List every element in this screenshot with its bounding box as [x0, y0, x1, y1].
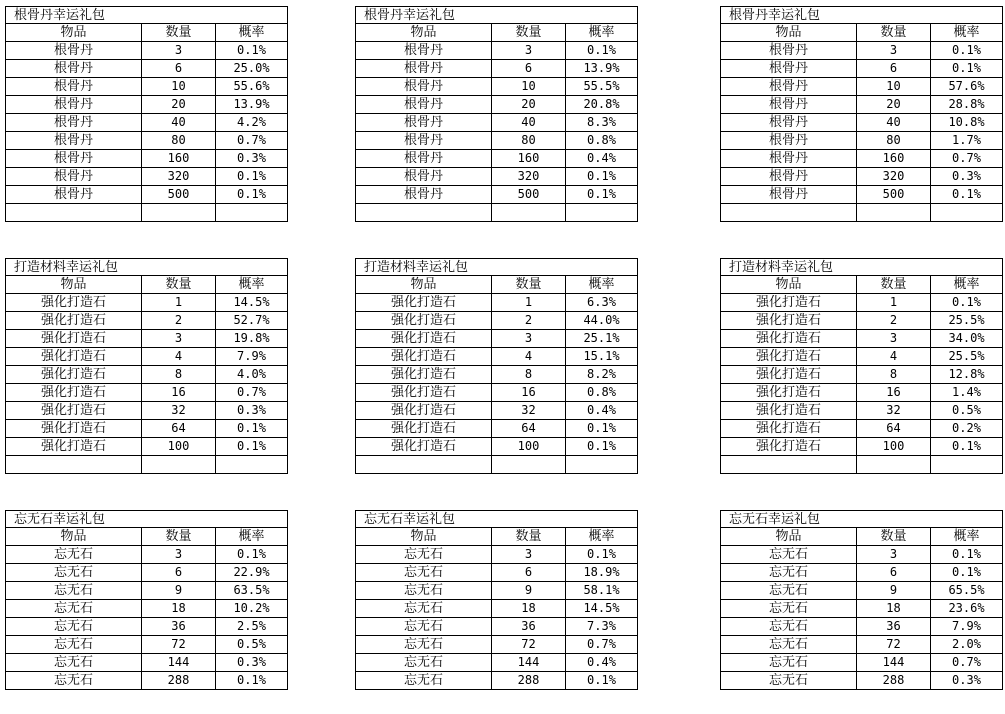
item-name-cell[interactable]: 强化打造石 — [720, 402, 857, 420]
probability-cell[interactable]: 0.7% — [566, 636, 638, 654]
item-name-cell[interactable]: 强化打造石 — [355, 312, 492, 330]
probability-cell[interactable]: 25.5% — [931, 312, 1003, 330]
probability-cell[interactable]: 63.5% — [216, 582, 288, 600]
probability-cell[interactable]: 28.8% — [931, 96, 1003, 114]
probability-cell[interactable]: 0.1% — [931, 60, 1003, 78]
probability-cell[interactable]: 0.3% — [216, 654, 288, 672]
quantity-cell[interactable]: 9 — [142, 582, 216, 600]
item-name-cell[interactable]: 根骨丹 — [355, 186, 492, 204]
empty-cell[interactable] — [142, 456, 216, 474]
quantity-cell[interactable]: 20 — [492, 96, 566, 114]
item-name-cell[interactable]: 忘无石 — [5, 600, 142, 618]
header-qty[interactable]: 数量 — [857, 528, 931, 546]
item-name-cell[interactable]: 忘无石 — [5, 582, 142, 600]
quantity-cell[interactable]: 1 — [142, 294, 216, 312]
empty-cell[interactable] — [857, 204, 931, 222]
item-name-cell[interactable]: 忘无石 — [355, 654, 492, 672]
item-name-cell[interactable]: 根骨丹 — [5, 114, 142, 132]
quantity-cell[interactable]: 18 — [857, 600, 931, 618]
header-rate[interactable]: 概率 — [216, 24, 288, 42]
empty-cell[interactable] — [931, 6, 1003, 24]
header-rate[interactable]: 概率 — [931, 528, 1003, 546]
item-name-cell[interactable]: 忘无石 — [355, 636, 492, 654]
probability-cell[interactable]: 65.5% — [931, 582, 1003, 600]
table-title[interactable]: 忘无石幸运礼包 — [5, 510, 216, 528]
quantity-cell[interactable]: 2 — [492, 312, 566, 330]
probability-cell[interactable]: 13.9% — [566, 60, 638, 78]
quantity-cell[interactable]: 16 — [492, 384, 566, 402]
header-item[interactable]: 物品 — [5, 276, 142, 294]
empty-cell[interactable] — [720, 456, 857, 474]
item-name-cell[interactable]: 忘无石 — [5, 654, 142, 672]
probability-cell[interactable]: 6.3% — [566, 294, 638, 312]
item-name-cell[interactable]: 强化打造石 — [720, 420, 857, 438]
item-name-cell[interactable]: 根骨丹 — [720, 132, 857, 150]
empty-cell[interactable] — [492, 456, 566, 474]
quantity-cell[interactable]: 10 — [857, 78, 931, 96]
empty-cell[interactable] — [355, 204, 492, 222]
header-rate[interactable]: 概率 — [931, 276, 1003, 294]
probability-cell[interactable]: 0.7% — [216, 132, 288, 150]
item-name-cell[interactable]: 强化打造石 — [355, 438, 492, 456]
probability-cell[interactable]: 0.1% — [216, 186, 288, 204]
quantity-cell[interactable]: 20 — [857, 96, 931, 114]
probability-cell[interactable]: 57.6% — [931, 78, 1003, 96]
item-name-cell[interactable]: 根骨丹 — [720, 114, 857, 132]
empty-cell[interactable] — [931, 258, 1003, 276]
quantity-cell[interactable]: 320 — [857, 168, 931, 186]
header-item[interactable]: 物品 — [5, 528, 142, 546]
item-name-cell[interactable]: 强化打造石 — [5, 438, 142, 456]
quantity-cell[interactable]: 320 — [492, 168, 566, 186]
probability-cell[interactable]: 0.1% — [931, 186, 1003, 204]
probability-cell[interactable]: 14.5% — [566, 600, 638, 618]
quantity-cell[interactable]: 80 — [492, 132, 566, 150]
item-name-cell[interactable]: 忘无石 — [355, 600, 492, 618]
item-name-cell[interactable]: 根骨丹 — [355, 96, 492, 114]
item-name-cell[interactable]: 强化打造石 — [720, 366, 857, 384]
header-rate[interactable]: 概率 — [216, 276, 288, 294]
header-qty[interactable]: 数量 — [492, 528, 566, 546]
quantity-cell[interactable]: 3 — [857, 42, 931, 60]
quantity-cell[interactable]: 6 — [492, 60, 566, 78]
probability-cell[interactable]: 15.1% — [566, 348, 638, 366]
probability-cell[interactable]: 0.1% — [931, 564, 1003, 582]
header-qty[interactable]: 数量 — [857, 24, 931, 42]
quantity-cell[interactable]: 2 — [142, 312, 216, 330]
quantity-cell[interactable]: 288 — [142, 672, 216, 690]
probability-cell[interactable]: 0.1% — [566, 168, 638, 186]
probability-cell[interactable]: 1.7% — [931, 132, 1003, 150]
probability-cell[interactable]: 10.8% — [931, 114, 1003, 132]
item-name-cell[interactable]: 忘无石 — [720, 672, 857, 690]
item-name-cell[interactable]: 忘无石 — [720, 618, 857, 636]
probability-cell[interactable]: 0.1% — [931, 438, 1003, 456]
header-qty[interactable]: 数量 — [492, 276, 566, 294]
item-name-cell[interactable]: 忘无石 — [5, 546, 142, 564]
empty-cell[interactable] — [857, 456, 931, 474]
quantity-cell[interactable]: 160 — [492, 150, 566, 168]
header-item[interactable]: 物品 — [720, 24, 857, 42]
header-item[interactable]: 物品 — [5, 24, 142, 42]
quantity-cell[interactable]: 1 — [492, 294, 566, 312]
item-name-cell[interactable]: 根骨丹 — [355, 42, 492, 60]
probability-cell[interactable]: 20.8% — [566, 96, 638, 114]
quantity-cell[interactable]: 3 — [492, 42, 566, 60]
item-name-cell[interactable]: 忘无石 — [5, 564, 142, 582]
item-name-cell[interactable]: 根骨丹 — [720, 168, 857, 186]
item-name-cell[interactable]: 忘无石 — [5, 672, 142, 690]
empty-cell[interactable] — [216, 258, 288, 276]
item-name-cell[interactable]: 根骨丹 — [5, 186, 142, 204]
quantity-cell[interactable]: 160 — [142, 150, 216, 168]
item-name-cell[interactable]: 忘无石 — [720, 564, 857, 582]
item-name-cell[interactable]: 强化打造石 — [720, 312, 857, 330]
quantity-cell[interactable]: 9 — [857, 582, 931, 600]
empty-cell[interactable] — [355, 456, 492, 474]
header-rate[interactable]: 概率 — [566, 528, 638, 546]
table-title[interactable]: 忘无石幸运礼包 — [355, 510, 566, 528]
quantity-cell[interactable]: 320 — [142, 168, 216, 186]
probability-cell[interactable]: 0.3% — [931, 672, 1003, 690]
table-title[interactable]: 忘无石幸运礼包 — [720, 510, 931, 528]
quantity-cell[interactable]: 4 — [142, 348, 216, 366]
quantity-cell[interactable]: 100 — [857, 438, 931, 456]
header-qty[interactable]: 数量 — [492, 24, 566, 42]
header-item[interactable]: 物品 — [720, 528, 857, 546]
item-name-cell[interactable]: 忘无石 — [720, 546, 857, 564]
probability-cell[interactable]: 0.1% — [566, 42, 638, 60]
probability-cell[interactable]: 0.7% — [931, 150, 1003, 168]
item-name-cell[interactable]: 根骨丹 — [5, 132, 142, 150]
table-title[interactable]: 根骨丹幸运礼包 — [355, 6, 566, 24]
item-name-cell[interactable]: 根骨丹 — [355, 60, 492, 78]
empty-cell[interactable] — [142, 204, 216, 222]
empty-cell[interactable] — [216, 204, 288, 222]
item-name-cell[interactable]: 强化打造石 — [355, 330, 492, 348]
probability-cell[interactable]: 44.0% — [566, 312, 638, 330]
quantity-cell[interactable]: 6 — [857, 60, 931, 78]
quantity-cell[interactable]: 8 — [142, 366, 216, 384]
header-item[interactable]: 物品 — [355, 528, 492, 546]
item-name-cell[interactable]: 忘无石 — [720, 654, 857, 672]
item-name-cell[interactable]: 强化打造石 — [5, 330, 142, 348]
quantity-cell[interactable]: 36 — [857, 618, 931, 636]
item-name-cell[interactable]: 根骨丹 — [355, 78, 492, 96]
quantity-cell[interactable]: 3 — [142, 546, 216, 564]
item-name-cell[interactable]: 根骨丹 — [355, 132, 492, 150]
empty-cell[interactable] — [566, 258, 638, 276]
item-name-cell[interactable]: 强化打造石 — [355, 384, 492, 402]
quantity-cell[interactable]: 10 — [492, 78, 566, 96]
probability-cell[interactable]: 0.8% — [566, 132, 638, 150]
item-name-cell[interactable]: 根骨丹 — [5, 78, 142, 96]
quantity-cell[interactable]: 40 — [492, 114, 566, 132]
header-qty[interactable]: 数量 — [857, 276, 931, 294]
probability-cell[interactable]: 7.9% — [216, 348, 288, 366]
header-item[interactable]: 物品 — [355, 276, 492, 294]
quantity-cell[interactable]: 10 — [142, 78, 216, 96]
header-rate[interactable]: 概率 — [931, 24, 1003, 42]
quantity-cell[interactable]: 4 — [492, 348, 566, 366]
item-name-cell[interactable]: 强化打造石 — [720, 348, 857, 366]
item-name-cell[interactable]: 强化打造石 — [720, 330, 857, 348]
probability-cell[interactable]: 0.8% — [566, 384, 638, 402]
item-name-cell[interactable]: 根骨丹 — [5, 168, 142, 186]
probability-cell[interactable]: 0.1% — [566, 438, 638, 456]
probability-cell[interactable]: 25.0% — [216, 60, 288, 78]
probability-cell[interactable]: 7.9% — [931, 618, 1003, 636]
probability-cell[interactable]: 23.6% — [931, 600, 1003, 618]
item-name-cell[interactable]: 根骨丹 — [720, 96, 857, 114]
item-name-cell[interactable]: 根骨丹 — [720, 150, 857, 168]
item-name-cell[interactable]: 根骨丹 — [355, 168, 492, 186]
quantity-cell[interactable]: 500 — [142, 186, 216, 204]
empty-cell[interactable] — [931, 204, 1003, 222]
quantity-cell[interactable]: 6 — [492, 564, 566, 582]
header-item[interactable]: 物品 — [355, 24, 492, 42]
item-name-cell[interactable]: 强化打造石 — [5, 312, 142, 330]
item-name-cell[interactable]: 忘无石 — [720, 636, 857, 654]
quantity-cell[interactable]: 72 — [492, 636, 566, 654]
probability-cell[interactable]: 0.1% — [566, 420, 638, 438]
quantity-cell[interactable]: 16 — [142, 384, 216, 402]
quantity-cell[interactable]: 3 — [142, 330, 216, 348]
quantity-cell[interactable]: 8 — [857, 366, 931, 384]
empty-cell[interactable] — [566, 456, 638, 474]
probability-cell[interactable]: 12.8% — [931, 366, 1003, 384]
quantity-cell[interactable]: 500 — [492, 186, 566, 204]
quantity-cell[interactable]: 40 — [142, 114, 216, 132]
quantity-cell[interactable]: 64 — [492, 420, 566, 438]
item-name-cell[interactable]: 根骨丹 — [355, 114, 492, 132]
table-title[interactable]: 打造材料幸运礼包 — [720, 258, 931, 276]
quantity-cell[interactable]: 6 — [142, 60, 216, 78]
quantity-cell[interactable]: 32 — [492, 402, 566, 420]
table-title[interactable]: 打造材料幸运礼包 — [355, 258, 566, 276]
header-rate[interactable]: 概率 — [216, 528, 288, 546]
empty-cell[interactable] — [931, 510, 1003, 528]
probability-cell[interactable]: 0.1% — [931, 546, 1003, 564]
probability-cell[interactable]: 0.7% — [216, 384, 288, 402]
item-name-cell[interactable]: 忘无石 — [355, 564, 492, 582]
item-name-cell[interactable]: 强化打造石 — [355, 294, 492, 312]
probability-cell[interactable]: 0.1% — [931, 42, 1003, 60]
probability-cell[interactable]: 0.3% — [216, 402, 288, 420]
item-name-cell[interactable]: 根骨丹 — [355, 150, 492, 168]
quantity-cell[interactable]: 144 — [492, 654, 566, 672]
probability-cell[interactable]: 2.0% — [931, 636, 1003, 654]
quantity-cell[interactable]: 288 — [857, 672, 931, 690]
item-name-cell[interactable]: 强化打造石 — [720, 294, 857, 312]
item-name-cell[interactable]: 强化打造石 — [720, 384, 857, 402]
item-name-cell[interactable]: 忘无石 — [720, 582, 857, 600]
item-name-cell[interactable]: 根骨丹 — [720, 78, 857, 96]
probability-cell[interactable]: 19.8% — [216, 330, 288, 348]
probability-cell[interactable]: 34.0% — [931, 330, 1003, 348]
header-rate[interactable]: 概率 — [566, 276, 638, 294]
quantity-cell[interactable]: 40 — [857, 114, 931, 132]
probability-cell[interactable]: 0.1% — [216, 672, 288, 690]
empty-cell[interactable] — [216, 456, 288, 474]
probability-cell[interactable]: 13.9% — [216, 96, 288, 114]
item-name-cell[interactable]: 强化打造石 — [5, 348, 142, 366]
probability-cell[interactable]: 0.1% — [216, 438, 288, 456]
probability-cell[interactable]: 0.1% — [216, 42, 288, 60]
quantity-cell[interactable]: 100 — [492, 438, 566, 456]
empty-cell[interactable] — [566, 6, 638, 24]
item-name-cell[interactable]: 忘无石 — [5, 636, 142, 654]
header-qty[interactable]: 数量 — [142, 528, 216, 546]
quantity-cell[interactable]: 18 — [492, 600, 566, 618]
quantity-cell[interactable]: 64 — [142, 420, 216, 438]
quantity-cell[interactable]: 288 — [492, 672, 566, 690]
empty-cell[interactable] — [720, 204, 857, 222]
header-rate[interactable]: 概率 — [566, 24, 638, 42]
probability-cell[interactable]: 0.1% — [566, 672, 638, 690]
empty-cell[interactable] — [5, 456, 142, 474]
probability-cell[interactable]: 0.1% — [566, 186, 638, 204]
probability-cell[interactable]: 0.2% — [931, 420, 1003, 438]
probability-cell[interactable]: 0.1% — [216, 420, 288, 438]
quantity-cell[interactable]: 36 — [492, 618, 566, 636]
probability-cell[interactable]: 0.4% — [566, 402, 638, 420]
empty-cell[interactable] — [492, 204, 566, 222]
item-name-cell[interactable]: 强化打造石 — [355, 420, 492, 438]
probability-cell[interactable]: 0.5% — [216, 636, 288, 654]
quantity-cell[interactable]: 32 — [142, 402, 216, 420]
probability-cell[interactable]: 7.3% — [566, 618, 638, 636]
item-name-cell[interactable]: 根骨丹 — [5, 42, 142, 60]
table-title[interactable]: 根骨丹幸运礼包 — [5, 6, 216, 24]
empty-cell[interactable] — [931, 456, 1003, 474]
quantity-cell[interactable]: 500 — [857, 186, 931, 204]
quantity-cell[interactable]: 6 — [142, 564, 216, 582]
item-name-cell[interactable]: 强化打造石 — [720, 438, 857, 456]
probability-cell[interactable]: 25.5% — [931, 348, 1003, 366]
item-name-cell[interactable]: 强化打造石 — [5, 366, 142, 384]
quantity-cell[interactable]: 144 — [142, 654, 216, 672]
empty-cell[interactable] — [216, 510, 288, 528]
probability-cell[interactable]: 4.0% — [216, 366, 288, 384]
probability-cell[interactable]: 8.3% — [566, 114, 638, 132]
empty-cell[interactable] — [216, 6, 288, 24]
item-name-cell[interactable]: 根骨丹 — [5, 150, 142, 168]
table-title[interactable]: 打造材料幸运礼包 — [5, 258, 216, 276]
probability-cell[interactable]: 1.4% — [931, 384, 1003, 402]
probability-cell[interactable]: 4.2% — [216, 114, 288, 132]
quantity-cell[interactable]: 2 — [857, 312, 931, 330]
table-title[interactable]: 根骨丹幸运礼包 — [720, 6, 931, 24]
quantity-cell[interactable]: 16 — [857, 384, 931, 402]
quantity-cell[interactable]: 9 — [492, 582, 566, 600]
item-name-cell[interactable]: 根骨丹 — [5, 60, 142, 78]
empty-cell[interactable] — [5, 204, 142, 222]
quantity-cell[interactable]: 32 — [857, 402, 931, 420]
item-name-cell[interactable]: 强化打造石 — [355, 348, 492, 366]
quantity-cell[interactable]: 3 — [857, 546, 931, 564]
item-name-cell[interactable]: 根骨丹 — [5, 96, 142, 114]
quantity-cell[interactable]: 36 — [142, 618, 216, 636]
quantity-cell[interactable]: 3 — [142, 42, 216, 60]
probability-cell[interactable]: 22.9% — [216, 564, 288, 582]
quantity-cell[interactable]: 80 — [857, 132, 931, 150]
header-qty[interactable]: 数量 — [142, 276, 216, 294]
item-name-cell[interactable]: 强化打造石 — [355, 402, 492, 420]
quantity-cell[interactable]: 72 — [142, 636, 216, 654]
probability-cell[interactable]: 14.5% — [216, 294, 288, 312]
quantity-cell[interactable]: 3 — [492, 546, 566, 564]
item-name-cell[interactable]: 忘无石 — [355, 672, 492, 690]
quantity-cell[interactable]: 20 — [142, 96, 216, 114]
probability-cell[interactable]: 8.2% — [566, 366, 638, 384]
probability-cell[interactable]: 2.5% — [216, 618, 288, 636]
probability-cell[interactable]: 18.9% — [566, 564, 638, 582]
item-name-cell[interactable]: 强化打造石 — [5, 420, 142, 438]
probability-cell[interactable]: 0.1% — [216, 168, 288, 186]
empty-cell[interactable] — [566, 204, 638, 222]
item-name-cell[interactable]: 强化打造石 — [5, 294, 142, 312]
item-name-cell[interactable]: 忘无石 — [355, 618, 492, 636]
quantity-cell[interactable]: 8 — [492, 366, 566, 384]
quantity-cell[interactable]: 3 — [492, 330, 566, 348]
item-name-cell[interactable]: 强化打造石 — [5, 384, 142, 402]
item-name-cell[interactable]: 强化打造石 — [5, 402, 142, 420]
probability-cell[interactable]: 0.4% — [566, 654, 638, 672]
probability-cell[interactable]: 52.7% — [216, 312, 288, 330]
item-name-cell[interactable]: 根骨丹 — [720, 42, 857, 60]
probability-cell[interactable]: 0.3% — [216, 150, 288, 168]
probability-cell[interactable]: 25.1% — [566, 330, 638, 348]
header-qty[interactable]: 数量 — [142, 24, 216, 42]
quantity-cell[interactable]: 1 — [857, 294, 931, 312]
quantity-cell[interactable]: 6 — [857, 564, 931, 582]
item-name-cell[interactable]: 忘无石 — [5, 618, 142, 636]
probability-cell[interactable]: 55.6% — [216, 78, 288, 96]
probability-cell[interactable]: 0.3% — [931, 168, 1003, 186]
item-name-cell[interactable]: 忘无石 — [355, 582, 492, 600]
quantity-cell[interactable]: 64 — [857, 420, 931, 438]
probability-cell[interactable]: 0.5% — [931, 402, 1003, 420]
probability-cell[interactable]: 0.4% — [566, 150, 638, 168]
quantity-cell[interactable]: 144 — [857, 654, 931, 672]
quantity-cell[interactable]: 3 — [857, 330, 931, 348]
quantity-cell[interactable]: 160 — [857, 150, 931, 168]
quantity-cell[interactable]: 4 — [857, 348, 931, 366]
item-name-cell[interactable]: 忘无石 — [720, 600, 857, 618]
empty-cell[interactable] — [566, 510, 638, 528]
quantity-cell[interactable]: 18 — [142, 600, 216, 618]
item-name-cell[interactable]: 忘无石 — [355, 546, 492, 564]
probability-cell[interactable]: 55.5% — [566, 78, 638, 96]
header-item[interactable]: 物品 — [720, 276, 857, 294]
item-name-cell[interactable]: 强化打造石 — [355, 366, 492, 384]
item-name-cell[interactable]: 根骨丹 — [720, 60, 857, 78]
quantity-cell[interactable]: 80 — [142, 132, 216, 150]
quantity-cell[interactable]: 100 — [142, 438, 216, 456]
probability-cell[interactable]: 0.1% — [566, 546, 638, 564]
probability-cell[interactable]: 0.7% — [931, 654, 1003, 672]
probability-cell[interactable]: 58.1% — [566, 582, 638, 600]
item-name-cell[interactable]: 根骨丹 — [720, 186, 857, 204]
quantity-cell[interactable]: 72 — [857, 636, 931, 654]
probability-cell[interactable]: 0.1% — [931, 294, 1003, 312]
probability-cell[interactable]: 10.2% — [216, 600, 288, 618]
probability-cell[interactable]: 0.1% — [216, 546, 288, 564]
